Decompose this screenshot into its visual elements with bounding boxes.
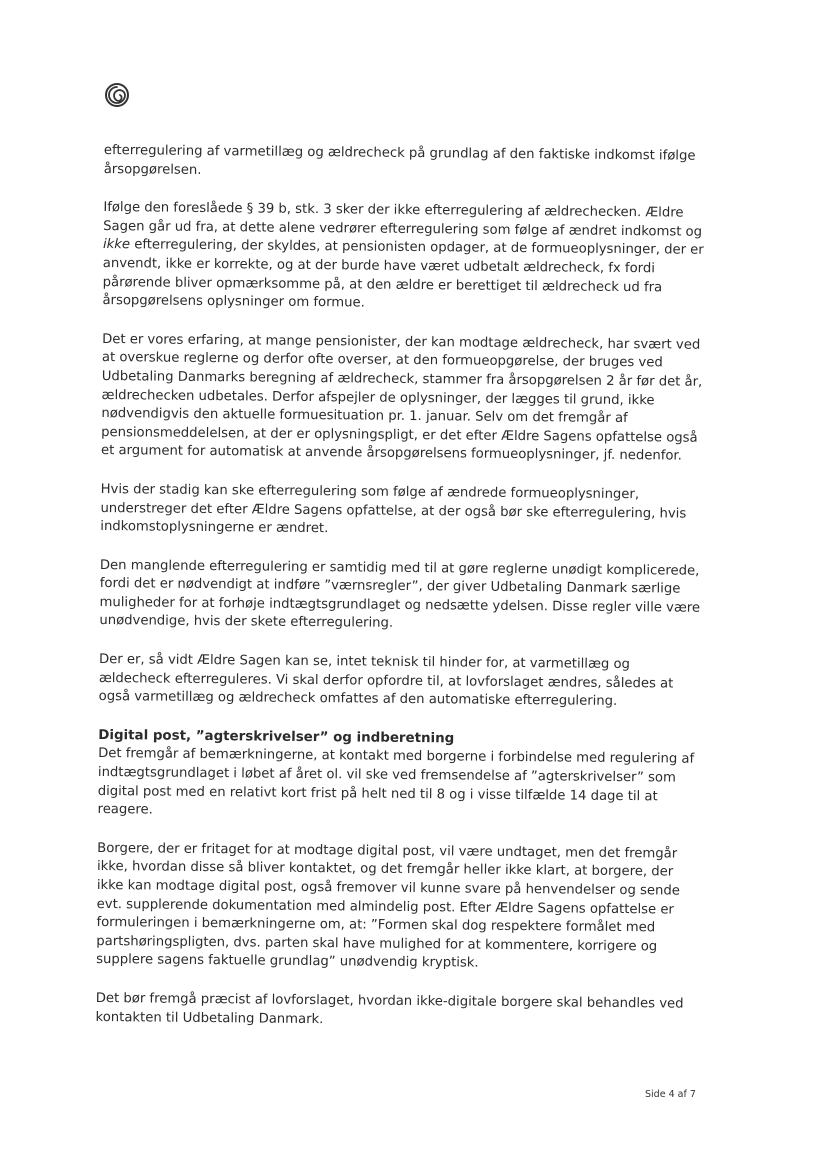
paragraph-6: Der er, så vidt Ældre Sagen kan se, intet teknisk til hinder for, at varmetillæg og ældecheck efterreguleres. Vi skal derfor opfordre til, at lovforslaget ændres, således at også varmetillæg og ældrecheck omfattes af den automatiske efterregulering.: [98, 652, 674, 710]
section-heading: Digital post, ”agterskrivelser” og indberetning: [98, 727, 455, 747]
page-number: Side 4 af 7: [645, 1089, 696, 1100]
document-body: [95, 142, 708, 1053]
paragraph-2: [102, 199, 707, 316]
logo-icon: [104, 82, 130, 108]
section-paragraph-2: Borgere, der er fritaget for at modtage digital post, vil være undtaget, men det fremgår ikke, hvordan disse så bliver kontaktet, og det fremgår heller ikke klart, at borgere, der ikke kan modtage digital post, også fremover vil kunne svare på henvendelser og sende evt. supplerende dokumentation med almindelig post. Efter Ældre Sagens opfattelse er formuleringen i bemærkningerne om, at: ”Formen skal dog respektere formålet med partshøringspligten, dvs. parten skal have mulighed for at kommentere, korrigere og supplere sagens faktuelle grundlag” unødvendig kryptisk.: [96, 840, 680, 972]
section-paragraph-3: Det bør fremgå præcist af lovforslaget, hvordan ikke-digitale borgere skal behandles ved kontakten til Udbetaling Danmark.: [95, 990, 684, 1027]
paragraph-2-emphasis: ikke: [102, 237, 131, 253]
paragraph-2-part-2: efterregulering, der skyldes, at pensionisten opdager, at de formueoplysninger, der er anvendt, ikke er korrekte, og at der burde have været udbetalt ældrecheck, fx fordi pårørende bliver opmærksomme på, at den ældre er berettiget til ældrecheck ud fra årsopgørelsens oplysninger om formue.: [102, 237, 704, 311]
paragraph-2-part-1: Ifølge den foreslåede § 39 b, stk. 3 sker der ikke efterregulering af ældrechecken. Ældre Sagen går ud fra, at dette alene vedrører efterregulering som følge af ændret indkomst og: [103, 200, 703, 240]
section-paragraph-1: Det fremgår af bemærkningerne, at kontakt med borgerne i forbindelse med regulering af indtægtsgrundlaget i løbet af året ol. vil ske ved fremsendelse af ”agterskrivelser” som digital post med en relativt kort frist på helt ned til 8 og i visse tilfælde 14 dage til at reagere.: [97, 746, 695, 818]
paragraph-5: Den manglende efterregulering er samtidig med til at gøre reglerne unødigt komplicerede, fordi det er nødvendigt at indføre ”værnsregler”, der giver Udbetaling Danmark særlige muligheder for at forhøje indtægtsgrundlaget og nedsætte ydelsen. Disse regler ville være unødvendige, hvis der skete efterregulering.: [99, 557, 701, 632]
paragraph-3: Det er vores erfaring, at mange pensionister, der kan modtage ældrecheck, har svært ved at overskue reglerne og derfor ofte overser, at den formueopgørelse, der bruges ved Udbetaling Danmarks beregning af ældrecheck, stammer fra årsopgørelsen 2 år før det år, ældrechecken udbetales. Derfor afspejler de oplysninger, der lægges til grund, ikke nødvendigvis den aktuelle formuesituation pr. 1. januar. Selv om det fremgår af pensionsmeddelelsen, at der er oplysningspligt, er det efter Ældre Sagens opfattelse også et argument for automatisk at anvende årsopgørelsens formueoplysninger, jf. nedenfor.: [100, 331, 703, 464]
paragraph-4: Hvis der stadig kan ske efterregulering som følge af ændrede formueoplysninger, understreger det efter Ældre Sagens opfattelse, at der også bør ske efterregulering, hvis indkomstoplysningerne er ændret.: [100, 481, 687, 537]
paragraph-1: efterregulering af varmetillæg og ældrecheck på grundlag af den faktiske indkomst ifølge årsopgørelsen.: [103, 142, 696, 178]
